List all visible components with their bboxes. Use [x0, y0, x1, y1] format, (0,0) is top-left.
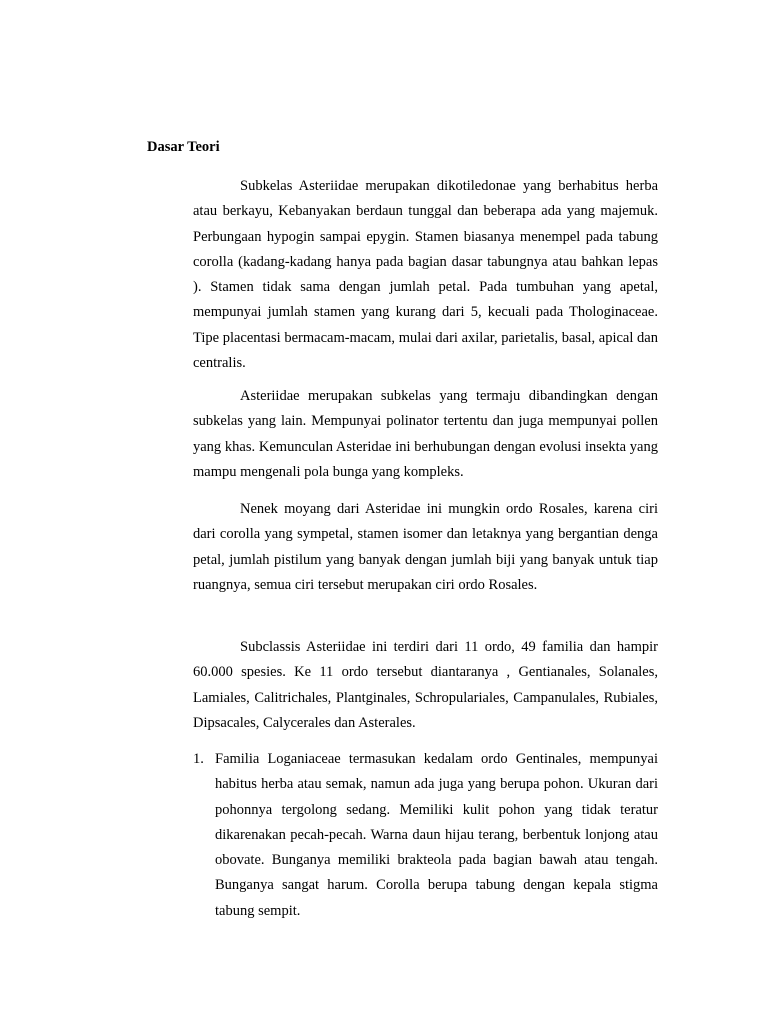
list-item: [193, 747, 658, 924]
list-item-number: 1.: [193, 751, 204, 767]
paragraph-4: Subclassis Asteriidae ini terdiri dari 11 ordo, 49 familia dan hampir 60.000 spesies. Ke 11 ordo tersebut diantaranya , Gentianales, Solanales, Lamiales, Calitrichales, Plantginales, Schropulariales, Campanulales, Rubiales, Dipsacales, Calycerales dan Asterales.: [193, 639, 658, 731]
paragraph-3: Nenek moyang dari Asteridae ini mungkin ordo Rosales, karena ciri dari corolla yang sympetal, stamen isomer dan letaknya yang bergantian denga petal, jumlah pistilum yang banyak dengan jumlah biji yang banyak untuk tiap ruangnya, semua ciri tersebut merupakan ciri ordo Rosales.: [193, 501, 658, 593]
numbered-list: [193, 747, 658, 924]
paragraph-1: Subkelas Asteriidae merupakan dikotiledonae yang berhabitus herba atau berkayu, Kebanyakan berdaun tunggal dan beberapa ada yang majemuk. Perbungaan hypogin sampai epygin. Stamen biasanya menempel pada tabung corolla (kadang-kadang hanya pada bagian dasar tabungnya atau bahkan lepas ). Stamen tidak sama dengan jumlah petal. Pada tumbuhan yang apetal, mempunyai jumlah stamen yang kurang dari 5, kecuali pada Thologinaceae. Tipe placentasi bermacam-macam, mulai dari axilar, parietalis, basal, apical dan centralis.: [193, 178, 658, 372]
section-heading: Dasar Teori: [147, 139, 220, 155]
paragraph-2: Asteriidae merupakan subkelas yang termaju dibandingkan dengan subkelas yang lain. Mempunyai polinator tertentu dan juga mempunyai pollen yang khas. Kemunculan Asteridae ini berhubungan dengan evolusi insekta yang mampu mengenali pola bunga yang kompleks.: [193, 388, 658, 480]
list-item-text: Familia Loganiaceae termasukan kedalam ordo Gentinales, mempunyai habitus herba atau semak, namun ada juga yang berupa pohon. Ukuran dari pohonnya tergolong sedang. Memiliki kulit pohon yang tidak teratur dikarenakan pecah-pecah. Warna daun hijau terang, berbentuk lonjong atau obovate. Bunganya memiliki brakteola pada bagian bawah atau tengah. Bunganya sangat harum. Corolla berupa tabung dengan kepala stigma tabung sempit.: [215, 751, 658, 919]
